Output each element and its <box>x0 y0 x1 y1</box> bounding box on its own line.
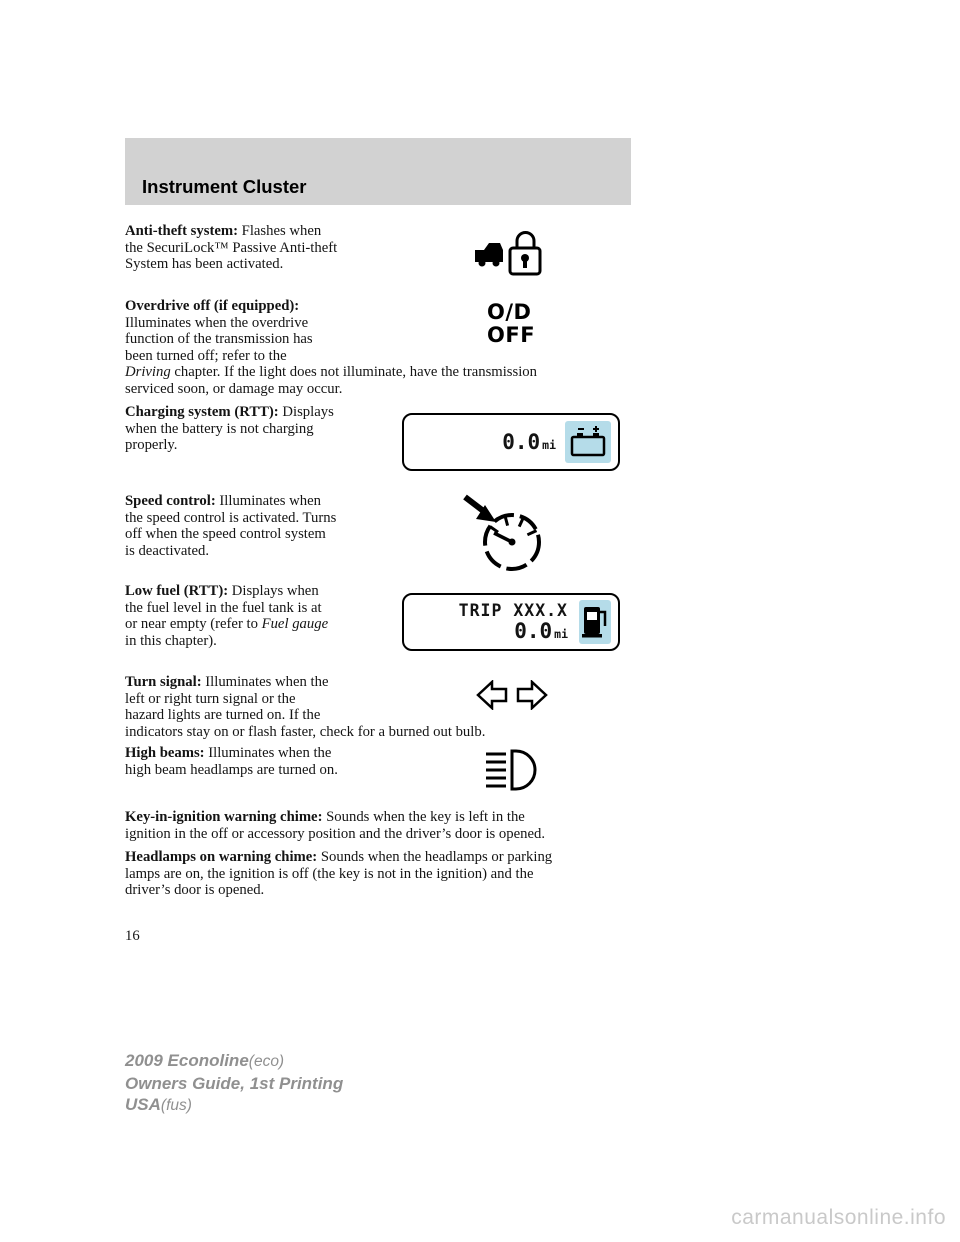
text-line: been turned off; refer to the <box>125 347 287 364</box>
od-indicator-line1: O/D <box>487 300 532 324</box>
text-line <box>125 493 336 510</box>
footer-code: (eco) <box>248 1053 285 1070</box>
speed-control-lead: Speed control: <box>125 493 216 509</box>
odometer-value: 0.0 <box>502 430 541 454</box>
overdrive-off-indicator <box>487 301 535 347</box>
text-line: function of the transmission has <box>125 331 313 348</box>
low-fuel-text2: or near empty (refer to <box>125 616 262 633</box>
section-overdrive-off <box>125 298 537 398</box>
fuel-gauge-ref: Fuel gauge <box>261 616 329 633</box>
od-indicator-line2: OFF <box>487 323 536 347</box>
fuel-pump-icon <box>579 600 611 644</box>
text-line: driver’s door is opened. <box>125 882 265 899</box>
footer-line2 <box>125 1073 343 1095</box>
text-line: is deactivated. <box>125 542 210 559</box>
driving-chapter-ref: Driving <box>125 364 171 381</box>
text-line <box>125 583 328 600</box>
section-speed-control <box>125 493 336 559</box>
anti-theft-icon <box>472 226 548 280</box>
text-line: ignition in the off or accessory position and the driver’s door is opened. <box>125 825 546 842</box>
turn-signal-lead: Turn signal: <box>125 674 202 690</box>
trip-label: TRIP XXX.X <box>458 600 568 620</box>
text-line <box>125 404 334 421</box>
watermark: carmanualsonline.info <box>731 1206 946 1229</box>
odometer-readout <box>502 430 556 454</box>
section-headlamp-chime <box>125 849 552 899</box>
battery-icon <box>565 421 611 463</box>
turn-signal-arrows-icon <box>476 680 548 710</box>
speed-control-icon <box>460 492 552 574</box>
text-line <box>125 298 537 315</box>
text-line: the speed control is activated. Turns <box>125 509 337 526</box>
message-center-display-charging <box>402 413 620 471</box>
anti-theft-text: Flashes when <box>237 223 322 239</box>
text-line: hazard lights are turned on. If the <box>125 707 321 724</box>
key-chime-lead: Key-in-ignition warning chime: <box>125 809 323 825</box>
high-beams-lead: High beams: <box>125 745 205 761</box>
low-fuel-lead: Low fuel (RTT): <box>125 583 229 599</box>
text-line <box>125 809 545 826</box>
headlamp-chime-lead: Headlamps on warning chime: <box>125 849 318 865</box>
section-high-beams <box>125 745 338 778</box>
high-beams-text: Illuminates when the <box>204 745 332 761</box>
charging-lead: Charging system (RTT): <box>125 404 279 420</box>
overdrive-lead: Overdrive off (if equipped): <box>125 298 300 314</box>
footer-model: 2009 Econoline <box>125 1051 249 1070</box>
key-chime-text: Sounds when the key is left in the <box>322 809 525 825</box>
turn-signal-text: Illuminates when the <box>201 674 329 690</box>
high-beam-icon <box>482 748 540 792</box>
text-line <box>125 364 537 381</box>
trip-readout <box>459 601 568 644</box>
page-number: 16 <box>125 928 140 944</box>
headlamp-chime-text: Sounds when the headlamps or parking <box>317 849 553 865</box>
page-title: Instrument Cluster <box>142 176 307 197</box>
text-line: off when the speed control system <box>125 526 326 543</box>
section-turn-signal <box>125 674 485 740</box>
text-line <box>125 849 552 866</box>
overdrive-text: chapter. If the light does not illuminate, have the transmission <box>170 364 537 381</box>
message-center-display-low-fuel <box>402 593 620 651</box>
footer-line1 <box>125 1050 343 1073</box>
text-line: System has been activated. <box>125 256 284 273</box>
section-low-fuel <box>125 583 328 649</box>
trip-value: 0.0 <box>514 618 553 643</box>
anti-theft-lead: Anti-theft system: <box>125 223 238 239</box>
text-line <box>125 745 338 762</box>
print-footer <box>125 1050 343 1117</box>
text-line: the SecuriLock™ Passive Anti-theft <box>125 239 338 256</box>
text-line: left or right turn signal or the <box>125 690 296 707</box>
trip-value-line <box>514 618 568 644</box>
footer-guide: Owners Guide, 1st Printing <box>125 1073 344 1093</box>
section-key-chime <box>125 809 545 842</box>
footer-code2: (fus) <box>160 1097 192 1114</box>
low-fuel-text: Displays when <box>228 583 319 599</box>
trip-unit: mi <box>554 626 568 641</box>
section-anti-theft <box>125 223 337 273</box>
footer-line3 <box>125 1094 343 1117</box>
text-line: lamps are on, the ignition is off (the key is not in the ignition) and the <box>125 865 534 882</box>
footer-country: USA <box>125 1095 161 1114</box>
text-line: Illuminates when the overdrive <box>125 314 309 331</box>
text-line <box>125 616 328 633</box>
section-charging-system <box>125 404 334 454</box>
text-line: indicators stay on or flash faster, check for a burned out bulb. <box>125 723 486 740</box>
charging-text: Displays <box>278 404 334 420</box>
speed-control-text: Illuminates when <box>215 493 321 509</box>
text-line <box>125 674 485 691</box>
text-line <box>125 223 337 240</box>
section-header-band <box>125 138 631 205</box>
text-line: in this chapter). <box>125 632 217 649</box>
text-line: high beam headlamps are turned on. <box>125 761 338 778</box>
text-line: properly. <box>125 437 178 454</box>
text-line: the fuel level in the fuel tank is at <box>125 599 322 616</box>
text-line: serviced soon, or damage may occur. <box>125 380 343 397</box>
text-line: when the battery is not charging <box>125 420 314 437</box>
odometer-unit: mi <box>542 438 556 452</box>
